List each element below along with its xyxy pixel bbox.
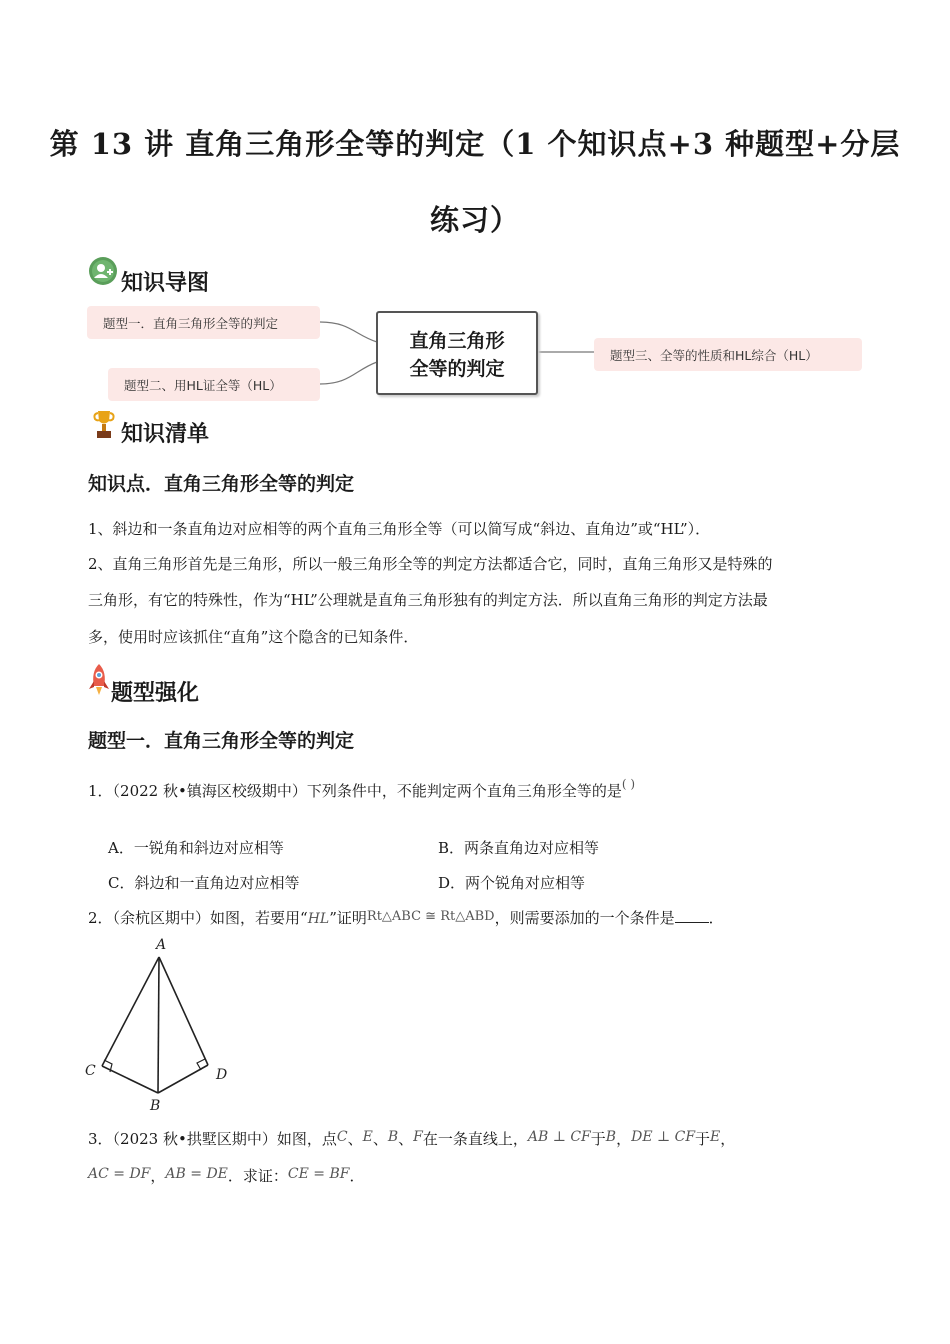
option-a: A．一锐角和斜边对应相等 bbox=[108, 839, 284, 857]
mindmap-node-type1: 题型一．直角三角形全等的判定 bbox=[87, 306, 320, 339]
triangle-figure bbox=[80, 935, 240, 1115]
point-b-foot: B bbox=[605, 1129, 617, 1145]
vertex-label-d: D bbox=[216, 1067, 228, 1083]
question-2-prefix: 2．（余杭区期中）如图，若要用“ bbox=[88, 909, 308, 927]
mindmap-heading: 知识导图 bbox=[121, 271, 210, 296]
relation-de-perp-cf: DE ⊥ CF bbox=[631, 1129, 696, 1145]
knowledge-heading: 知识清单 bbox=[121, 422, 210, 447]
mindmap-node-type3: 题型三、全等的性质和HL综合（HL） bbox=[594, 338, 862, 371]
mindmap-center-line1: 直角三角形 bbox=[409, 330, 505, 352]
knowledge-point-title: 知识点．直角三角形全等的判定 bbox=[88, 473, 355, 495]
point-c: C bbox=[336, 1129, 348, 1145]
answer-bracket: ( ) bbox=[621, 777, 636, 791]
question-3-prove: ．求证： bbox=[227, 1167, 288, 1185]
separator: 、 bbox=[372, 1130, 388, 1148]
question-1-stem: 1．（2022 秋•镇海区校级期中）下列条件中，不能判定两个直角三角形全等的是 bbox=[88, 782, 622, 800]
question-2-mid: ”证明 bbox=[329, 909, 367, 927]
knowledge-paragraph-1: 1、斜边和一条直角边对应相等的两个直角三角形全等（可以简写成“斜边、直角边”或“HL”）． bbox=[88, 520, 711, 538]
word-yu: 于 bbox=[695, 1130, 711, 1148]
question-2-expr: Rt△ABC ≅ Rt△ABD bbox=[366, 909, 495, 924]
point-e-foot: E bbox=[710, 1129, 721, 1145]
mindmap-section-icon bbox=[88, 256, 118, 286]
option-b: B．两条直角边对应相等 bbox=[438, 839, 600, 857]
point-b: B bbox=[387, 1129, 399, 1145]
comma: ， bbox=[616, 1130, 632, 1148]
question-3-line2 bbox=[88, 1165, 365, 1186]
trophy-icon bbox=[92, 408, 116, 440]
vertex-label-c: C bbox=[85, 1063, 96, 1079]
option-c: C．斜边和一直角边对应相等 bbox=[108, 874, 300, 892]
vertex-label-a: A bbox=[156, 937, 167, 953]
question-2 bbox=[88, 907, 724, 928]
question-2-hl: HL bbox=[307, 911, 330, 927]
mindmap-center-line2: 全等的判定 bbox=[409, 358, 505, 380]
separator: 、 bbox=[347, 1130, 363, 1148]
vertex-label-b: B bbox=[150, 1098, 161, 1114]
knowledge-paragraph-2-line3: 多，使用时应该抓住“直角”这个隐含的已知条件． bbox=[88, 628, 419, 646]
question-2-suffix: ，则需要添加的一个条件是 bbox=[494, 909, 675, 927]
mindmap-center-node bbox=[376, 311, 538, 395]
question-3-prefix: 3．（2023 秋•拱墅区期中）如图，点 bbox=[88, 1130, 337, 1148]
knowledge-paragraph-2-line1: 2、直角三角形首先是三角形，所以一般三角形全等的判定方法都适合它，同时，直角三角形又是特殊的 bbox=[88, 555, 773, 573]
comma: ， bbox=[150, 1167, 166, 1185]
comma: ， bbox=[720, 1130, 736, 1148]
word-yu: 于 bbox=[590, 1130, 606, 1148]
relation-ab-perp-cf: AB ⊥ CF bbox=[527, 1129, 591, 1145]
separator: 、 bbox=[398, 1130, 414, 1148]
page-title: 第 13 讲 直角三角形全等的判定（1 个知识点+3 种题型+分层 bbox=[49, 127, 901, 161]
relation-ab-eq-de: AB = DE bbox=[165, 1166, 228, 1182]
knowledge-paragraph-2-line2: 三角形，有它的特殊性，作为“HL”公理就是直角三角形独有的判定方法．所以直角三角形的判定方法最 bbox=[88, 591, 768, 609]
option-d: D．两个锐角对应相等 bbox=[438, 874, 586, 892]
question-2-end: ． bbox=[708, 909, 724, 927]
relation-ce-eq-bf: CE = BF bbox=[287, 1166, 350, 1182]
question-3-mid: 在一条直线上， bbox=[422, 1130, 528, 1148]
page-title-line2: 练习） bbox=[429, 203, 520, 237]
question-3-line1 bbox=[88, 1128, 735, 1149]
point-f: F bbox=[413, 1129, 423, 1145]
mindmap-node-type2: 题型二、用HL证全等（HL） bbox=[108, 368, 320, 401]
question-3-end: ． bbox=[349, 1167, 365, 1185]
relation-ac-eq-df: AC = DF bbox=[88, 1166, 151, 1182]
point-e: E bbox=[362, 1129, 373, 1145]
rocket-icon bbox=[87, 662, 111, 698]
practice-heading: 题型强化 bbox=[111, 681, 200, 706]
answer-blank[interactable] bbox=[675, 908, 709, 923]
question-1 bbox=[88, 773, 635, 810]
type1-title: 题型一．直角三角形全等的判定 bbox=[88, 730, 355, 752]
